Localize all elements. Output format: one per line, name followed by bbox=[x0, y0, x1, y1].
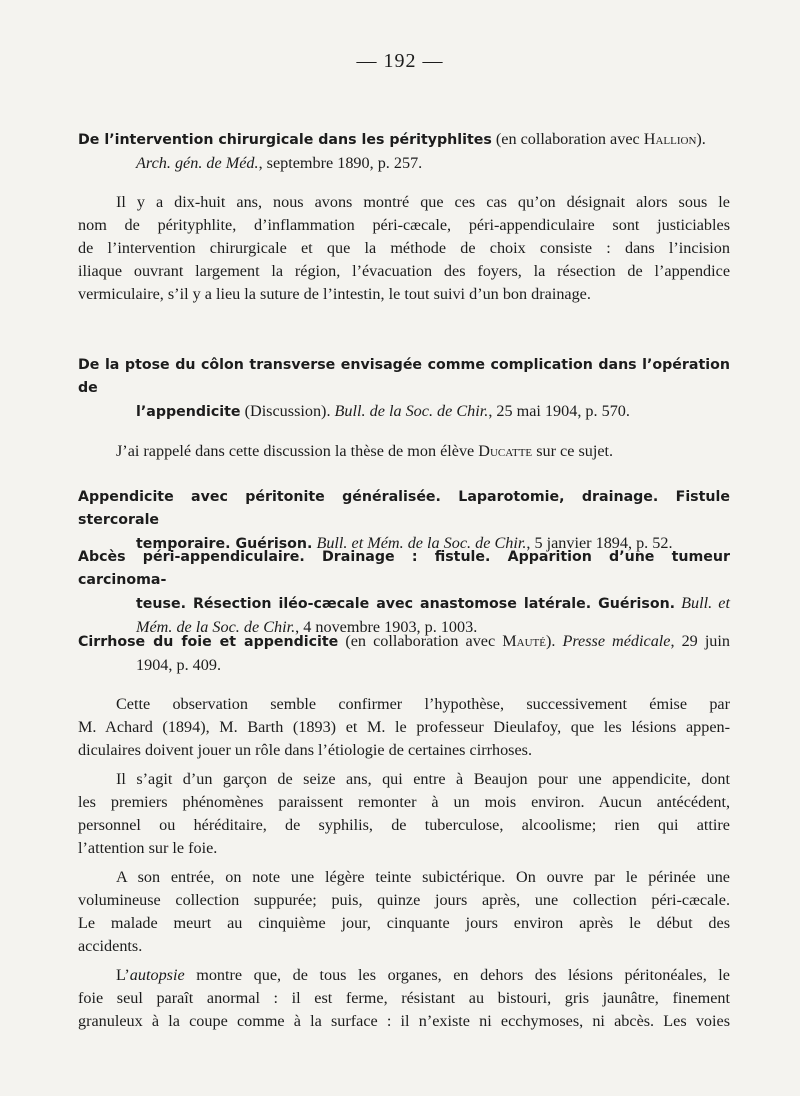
body-line: Il s’agit d’un garçon de seize ans, qui entre à Beaujon pour une appendicite, dont bbox=[116, 770, 730, 788]
body-line: Il y a dix-huit ans, nous avons montré que ces cas qu’on désignait alors sous le bbox=[116, 193, 730, 211]
body-line: les premiers phénomènes paraissent remonter à un mois environ. Aucun antécédent, bbox=[78, 793, 730, 811]
entry-cirrhose-appendicite bbox=[78, 630, 730, 1033]
autopsie-term: autopsie bbox=[129, 966, 185, 984]
journal-name: Bull. de la Soc. de Chir. bbox=[334, 402, 489, 420]
body-line: volumineuse collection suppurée; puis, quinze jours après, une collection péri-cæcale. bbox=[78, 891, 730, 909]
body-line: granuleux à la coupe comme à la surface : il n’existe ni ecchymoses, ni abcès. Les voies bbox=[78, 1012, 730, 1030]
reference-details: , 4 novembre 1903, p. 1003. bbox=[295, 618, 478, 636]
body-line: foie seul paraît anormal : il est ferme, résistant au bistouri, gris jaunâtre, finement bbox=[78, 989, 730, 1007]
entry-heading-continuation bbox=[78, 592, 730, 616]
body-line: Le malade meurt au cinquième jour, cinquante jours environ après le début des bbox=[78, 914, 730, 932]
reference-details: , 29 juin bbox=[670, 632, 730, 650]
entry-title: Cirrhose du foie et appendicite bbox=[78, 634, 339, 650]
paragraph-autopsy bbox=[78, 964, 730, 1033]
body-line: l’attention sur le foie. bbox=[78, 839, 218, 857]
entry-heading bbox=[78, 128, 730, 152]
collaborator-name: Hallion bbox=[643, 130, 697, 148]
body-line: diculaires doivent jouer un rôle dans l’étiologie de certaines cirrhoses. bbox=[78, 741, 532, 759]
paragraph-entry bbox=[78, 866, 730, 958]
entry-body bbox=[78, 191, 730, 306]
entry-title: De la ptose du côlon transverse envisagée comme complication dans l’opération de bbox=[78, 357, 730, 396]
page-number: — 192 — bbox=[356, 50, 444, 72]
paragraph-patient bbox=[78, 768, 730, 860]
discussion-note: (Discussion). bbox=[240, 402, 335, 420]
body-line: de l’intervention chirurgicale et que la méthode de choix consiste : dans l’incision bbox=[78, 239, 730, 257]
entry-title: De l’intervention chirurgicale dans les pérityphlites bbox=[78, 132, 492, 148]
entry-ptose-colon bbox=[78, 354, 730, 463]
entry-title-end: temporaire. Guérison. bbox=[136, 536, 313, 552]
body-line: M. Achard (1894), M. Barth (1893) et M. le professeur Dieulafoy, que les lésions appen- bbox=[78, 718, 730, 736]
entry-title: Appendicite avec péritonite généralisée. Laparotomie, drainage. Fistule stercorale bbox=[78, 489, 730, 528]
entry-abces-peri-appendiculaire bbox=[78, 546, 730, 639]
student-name: Ducatte bbox=[478, 442, 533, 460]
body-line: A son entrée, on note une légère teinte subictérique. On ouvre par le périnée une bbox=[116, 868, 730, 886]
entry-title: Abcès péri-appendiculaire. Drainage : fistule. Apparition d’une tumeur carcinoma- bbox=[78, 549, 730, 588]
body-line: vermiculaire, s’il y a lieu la suture de l’intestin, le tout suivi d’un bon drainage. bbox=[78, 285, 591, 303]
entry-heading-continuation bbox=[78, 400, 730, 424]
entry-heading: Cirrhose du foie et appendicite (en collaboration avec Mauté). Presse médicale, 29 juin bbox=[78, 632, 730, 650]
journal-name-start: Bull. et bbox=[681, 594, 730, 612]
body-line: nom de pérityphlite, d’inflammation péri-cæcale, péri-appendiculaire sont justiciables bbox=[78, 216, 730, 234]
entry-intervention-perityphlites bbox=[78, 128, 730, 306]
journal-name: Presse médicale bbox=[562, 632, 671, 650]
reference-details-end: 1904, p. 409. bbox=[136, 656, 221, 674]
reference-details: , septembre 1890, p. 257. bbox=[258, 154, 423, 172]
journal-name: Bull. et Mém. de la Soc. de Chir. bbox=[316, 534, 527, 552]
reference-details: , 25 mai 1904, p. 570. bbox=[488, 402, 630, 420]
entry-body: J’ai rappelé dans cette discussion la thèse de mon élève Ducatte sur ce sujet. bbox=[116, 442, 614, 460]
body-line: Cette observation semble confirmer l’hypothèse, successivement émise par bbox=[116, 695, 730, 713]
paragraph-observation bbox=[78, 693, 730, 762]
journal-name-end: Mém. de la Soc. de Chir. bbox=[136, 618, 296, 636]
body-line: accidents. bbox=[78, 937, 143, 955]
body-line: L’autopsie montre que, de tous les organes, en dehors des lésions péritonéales, le bbox=[116, 966, 730, 984]
journal-name: Arch. gén. de Méd. bbox=[136, 154, 259, 172]
reference-details: , 5 janvier 1894, p. 52. bbox=[526, 534, 673, 552]
entry-title-end: l’appendicite bbox=[136, 404, 241, 420]
entry-reference bbox=[78, 152, 730, 175]
body-line: personnel ou héréditaire, de syphilis, de tuberculose, alcoolisme; rien qui attire bbox=[78, 816, 730, 834]
collaborator-name: Mauté bbox=[502, 632, 546, 650]
entry-title-end: teuse. Résection iléo-cæcale avec anastomose latérale. Guérison. bbox=[136, 596, 676, 612]
collaboration-note: (en collaboration avec Hallion). bbox=[495, 130, 706, 148]
entry-reference bbox=[78, 654, 730, 677]
body-line: iliaque ouvrant largement la région, l’évacuation des foyers, la résection de l’appendice bbox=[78, 262, 730, 280]
